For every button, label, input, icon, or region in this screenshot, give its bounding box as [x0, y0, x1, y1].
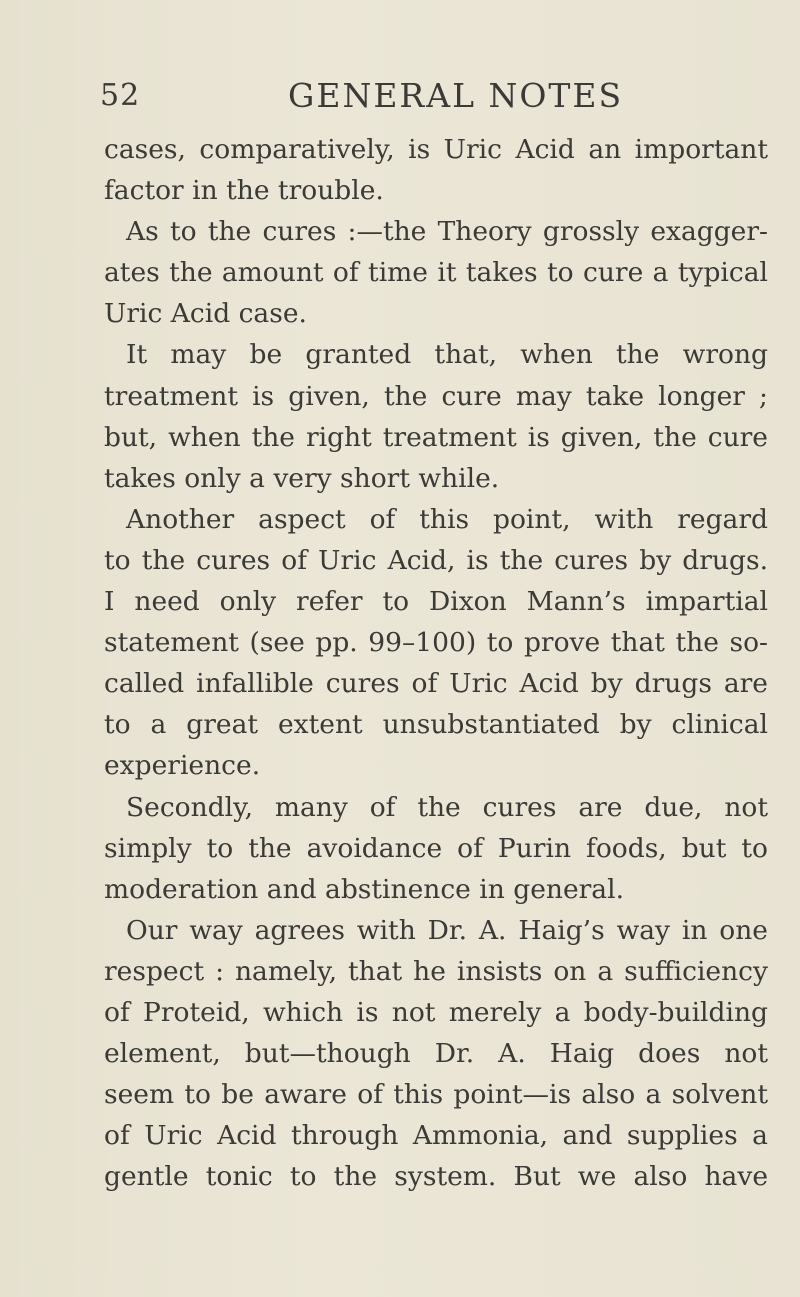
text-line: to the cures of Uric Acid, is the cures by drugs.	[104, 544, 768, 576]
text-line: simply to the avoidance of Purin foods, but to	[104, 832, 768, 864]
page-header	[0, 72, 800, 120]
text-line: Another aspect of this point, with regard	[126, 503, 768, 535]
text-line: Our way agrees with Dr. A. Haig’s way in one	[126, 914, 768, 946]
text-line: to a great extent unsubstantiated by clinical	[104, 709, 768, 741]
text-line: factor in the trouble.	[104, 175, 384, 207]
text-line: I need only refer to Dixon Mann’s impartial	[104, 586, 768, 618]
text-line: As to the cures :—the Theory grossly exagger-	[126, 216, 768, 248]
text-line: ates the amount of time it takes to cure a typical	[104, 257, 768, 289]
text-line: respect : namely, that he insists on a sufficiency	[104, 955, 768, 987]
text-line: statement (see pp. 99–100) to prove that the so-	[104, 627, 768, 659]
text-line: It may be granted that, when the wrong	[126, 339, 768, 371]
text-line: takes only a very short while.	[104, 462, 500, 494]
body-text	[104, 129, 768, 1197]
text-line: Secondly, many of the cures are due, not	[126, 791, 768, 823]
text-line: but, when the right treatment is given, the cure	[104, 421, 768, 453]
text-line: moderation and abstinence in general.	[104, 873, 624, 905]
text-line: cases, comparatively, is Uric Acid an important	[104, 134, 768, 165]
text-line: called infallible cures of Uric Acid by drugs are	[104, 668, 768, 700]
text-line: element, but—though Dr. A. Haig does not	[104, 1038, 768, 1070]
text-line: gentle tonic to the system. But we also have	[104, 1161, 768, 1193]
page-number: 52	[100, 78, 141, 113]
text-line: seem to be aware of this point—is also a solvent	[104, 1079, 768, 1111]
text-line: of Proteid, which is not merely a body-building	[104, 996, 768, 1028]
text-line: experience.	[104, 750, 261, 782]
running-head: GENERAL NOTES	[288, 76, 624, 115]
text-line: of Uric Acid through Ammonia, and supplies a	[104, 1120, 768, 1152]
text-line: Uric Acid case.	[104, 298, 307, 330]
text-line: treatment is given, the cure may take longer ;	[104, 380, 768, 412]
